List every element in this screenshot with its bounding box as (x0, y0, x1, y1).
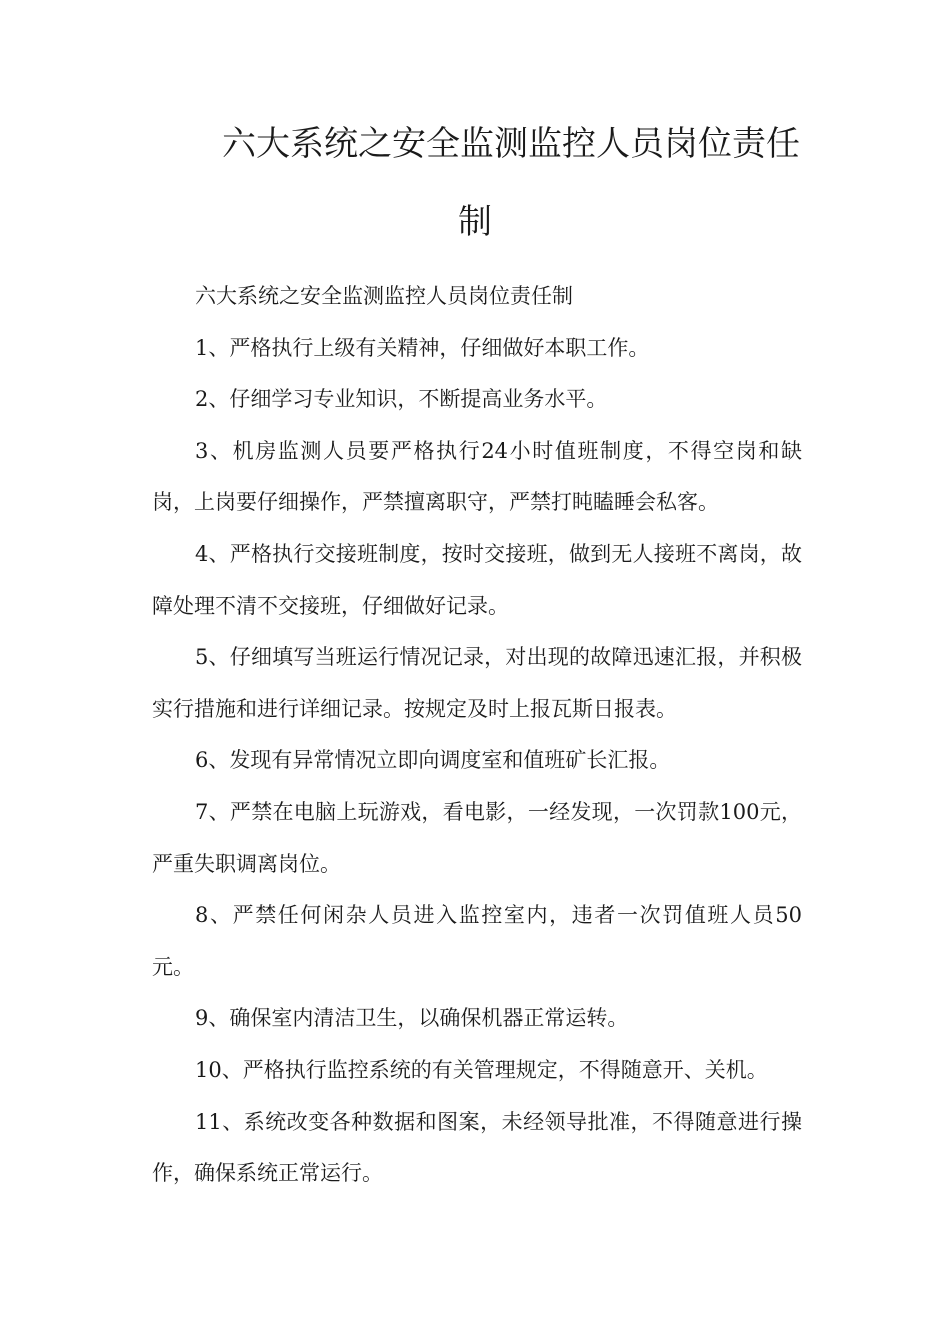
rule-paragraph-11: 11、系统改变各种数据和图案，未经领导批准，不得随意进行操作，确保系统正常运行。 (152, 1109, 802, 1186)
rule-paragraph-1: 1、严格执行上级有关精神，仔细做好本职工作。 (195, 335, 650, 360)
rule-paragraph-6: 6、发现有异常情况立即向调度室和值班矿长汇报。 (195, 748, 671, 773)
document-title: 六大系统之安全监测监控人员岗位责任 (222, 124, 800, 164)
rule-paragraph-10: 10、严格执行监控系统的有关管理规定，不得随意开、关机。 (195, 1057, 768, 1082)
rule-paragraph-5: 5、仔细填写当班运行情况记录，对出现的故障迅速汇报，并积极实行措施和进行详细记录。按规定及时上报瓦斯日报表。 (152, 645, 802, 721)
rule-paragraph-9: 9、确保室内清洁卫生，以确保机器正常运转。 (195, 1006, 629, 1031)
rule-paragraph-4: 4、严格执行交接班制度，按时交接班，做到无人接班不离岗，故障处理不清不交接班，仔细做好记录。 (152, 541, 802, 618)
subtitle-paragraph: 六大系统之安全监测监控人员岗位责任制 (195, 284, 573, 308)
document-title-continuation: 制 (458, 202, 492, 242)
rule-paragraph-7: 7、严禁在电脑上玩游戏，看电影，一经发现，一次罚款100元，严重失职调离岗位。 (152, 799, 802, 876)
rule-paragraph-2: 2、仔细学习专业知识，不断提高业务水平。 (195, 387, 608, 412)
document-body (152, 271, 802, 1200)
rule-paragraph-8: 8、严禁任何闲杂人员进入监控室内，违者一次罚值班人员50元。 (152, 903, 802, 979)
rule-paragraph-3: 3、机房监测人员要严格执行24小时值班制度，不得空岗和缺岗，上岗要仔细操作，严禁擅离职守，严禁打盹瞌睡会私客。 (152, 438, 802, 515)
